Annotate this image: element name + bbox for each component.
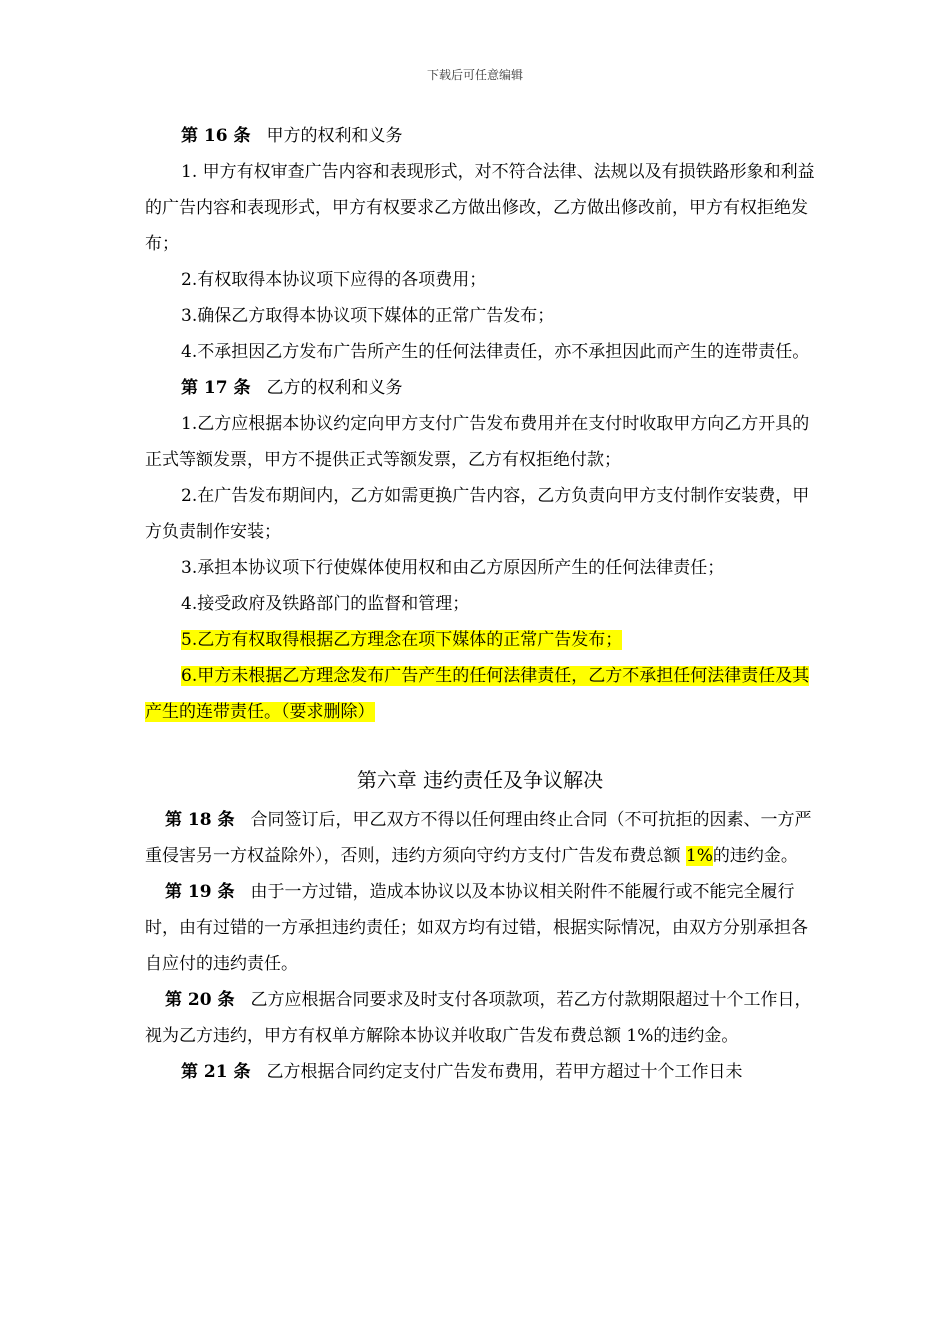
article-19 (145, 874, 815, 982)
article-number: 第 18 条 (165, 810, 235, 830)
article-title: 乙方的权利和义务 (266, 378, 403, 398)
article-17-item-6 (145, 658, 815, 730)
article-21 (145, 1054, 815, 1090)
article-16-item-1: 1. 甲方有权审查广告内容和表现形式，对不符合法律、法规以及有损铁路形象和利益的广告内容和表现形式，甲方有权要求乙方做出修改，乙方做出修改前，甲方有权拒绝发布； (145, 162, 815, 254)
article-text: 乙方应根据合同要求及时支付各项款项，若乙方付款期限超过十个工作日，视为乙方违约，甲方有权单方解除本协议并收取广告发布费总额 1%的违约金。 (145, 990, 812, 1046)
article-20 (145, 982, 815, 1054)
article-17-heading (145, 370, 815, 406)
article-text: 的违约金。 (712, 846, 798, 866)
page-header: 下载后可任意编辑 (426, 68, 523, 82)
article-17-item-4: 4.接受政府及铁路部门的监督和管理； (181, 594, 470, 614)
article-number: 第 21 条 (181, 1062, 251, 1082)
article-17-item-5 (145, 622, 815, 658)
article-16-item-4: 4.不承担因乙方发布广告所产生的任何法律责任，亦不承担因此而产生的连带责任。 (181, 342, 810, 362)
article-16-item-3: 3.确保乙方取得本协议项下媒体的正常广告发布； (181, 306, 555, 326)
document-body (145, 118, 815, 1090)
article-number: 第 16 条 (181, 126, 251, 146)
article-17-item-1: 1.乙方应根据本协议约定向甲方支付广告发布费用并在支付时收取甲方向乙方开具的正式等额发票，甲方不提供正式等额发票，乙方有权拒绝付款； (145, 414, 810, 470)
article-text: 合同签订后，甲乙双方不得以任何理由终止合同（不可抗拒的因素、一方严重侵害另一方权益除外），否则，违约方须向守约方支付广告发布费总额 (145, 810, 812, 866)
chapter-title: 第六章 违约责任及争议解决 (356, 768, 604, 792)
article-text: 由于一方过错，造成本协议以及本协议相关附件不能履行或不能完全履行时，由有过错的一方承担违约责任；如双方均有过错，根据实际情况，由双方分别承担各自应付的违约责任。 (145, 882, 808, 974)
article-17-item-3: 3.承担本协议项下行使媒体使用权和由乙方原因所产生的任何法律责任； (181, 558, 725, 578)
article-number: 第 19 条 (165, 882, 235, 902)
highlighted-text: 5.乙方有权取得根据乙方理念在项下媒体的正常广告发布； (181, 630, 623, 650)
article-17-item-2: 2.在广告发布期间内，乙方如需更换广告内容，乙方负责向甲方支付制作安装费，甲方负责制作安装； (145, 486, 810, 542)
article-text: 乙方根据合同约定支付广告发布费用，若甲方超过十个工作日未 (266, 1062, 743, 1082)
article-number: 第 17 条 (181, 378, 251, 398)
article-16-heading (145, 118, 815, 154)
highlighted-text: 1% (685, 846, 713, 866)
highlighted-text: 6.甲方未根据乙方理念发布广告产生的任何法律责任，乙方不承担任何法律责任及其产生的连带责任。（要求删除） (145, 666, 810, 722)
article-title: 甲方的权利和义务 (266, 126, 403, 146)
article-18 (145, 802, 815, 874)
article-number: 第 20 条 (165, 990, 235, 1010)
article-16-item-2: 2.有权取得本协议项下应得的各项费用； (181, 270, 487, 290)
